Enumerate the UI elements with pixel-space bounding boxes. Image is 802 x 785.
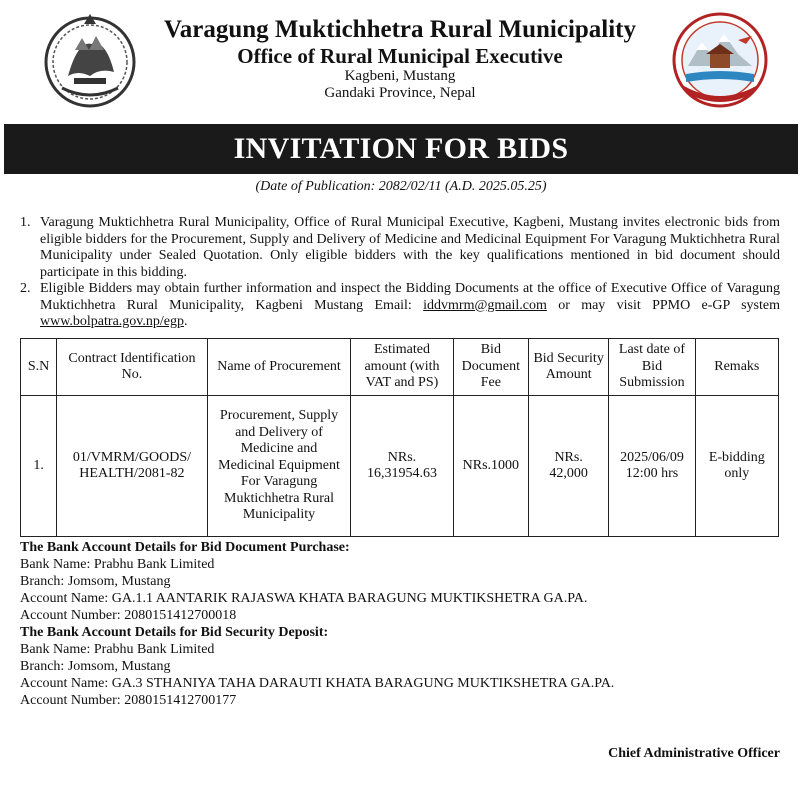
bank-security-bank-name: Bank Name: Prabhu Bank Limited [20,642,215,657]
contract-id-line: 01/VMRM/GOODS/ [72,449,192,465]
banner-title: INVITATION FOR BIDS [233,132,569,165]
clause-2 [20,281,780,331]
bank-document-account-name: Account Name: GA.1.1 AANTARIK RAJASWA KHATA BARAGUNG MUKTIKSHETRA GA.PA. [20,591,588,606]
clause-number: 1. [20,215,31,230]
header-contract-id: Contract Identification No. [57,339,208,396]
security-line: 42,000 [549,466,588,481]
bank-security-account-name: Account Name: GA.3 STHANIYA TAHA DARAUTI KHATA BARAGUNG MUKTIKSHETRA GA.PA. [20,676,615,691]
date-line: 2025/06/09 [620,449,684,465]
municipality-name: Varagung Muktichhetra Rural Municipality [163,16,637,43]
amount-line: NRs. [387,449,417,465]
signature-title: Chief Administrative Officer [608,746,780,761]
cell-last-date [609,396,695,537]
bank-document-branch: Branch: Jomsom, Mustang [20,574,171,589]
header-sn: S.N [21,339,57,396]
bank-security-branch: Branch: Jomsom, Mustang [20,659,171,674]
clause-text-part: Eligible Bidders may obtain further information and inspect the Bidding Documents at the office of Executive Office of Varagung Muktichhetra Rural Municipality, Kagbeni Mustang Email: [40,281,780,313]
notice-clauses [20,215,780,331]
notice-header [0,0,802,122]
bid-table [20,338,779,537]
header-estimated-amount: Estimated amount (with VAT and PS) [351,339,453,396]
email-link[interactable]: iddvmrm@gmail.com [423,297,547,313]
cell-estimated-amount [351,396,453,537]
header-bid-security: Bid Security Amount [528,339,608,396]
bank-details [20,539,780,709]
cell-sn: 1. [21,396,57,537]
bank-document-heading: The Bank Account Details for Bid Document Purchase: [20,540,350,555]
cell-bid-security [528,396,608,537]
nepal-government-emblem-icon [40,10,140,110]
security-line: NRs. [554,449,583,465]
cell-contract-id [57,396,208,537]
clause-text-end: . [184,314,188,329]
clause-text [40,281,780,331]
contract-id-line: HEALTH/2081-82 [79,466,185,481]
header-procurement-name: Name of Procurement [207,339,351,396]
header-last-date: Last date of Bid Submission [609,339,695,396]
clause-text: Varagung Muktichhetra Rural Municipality, Office of Rural Municipal Executive, Kagbeni, Mustang invites electronic bids from eligible bidders for the Procurement, Supply and Delivery of Medicine and Medicinal Equipment For Varagung Muktichhetra Rural Municipality under Sealed Quotation. Only eligible bidders with the key qualifications mentioned in bid document should participate in this bidding. [40,215,780,280]
office-name: Office of Rural Municipal Executive [237,44,563,68]
bank-document-account-number: Account Number: 2080151412700018 [20,608,237,623]
clause-1 [20,215,780,281]
location-line-1: Kagbeni, Mustang [344,68,456,84]
bank-security-account-number: Account Number: 2080151412700177 [20,693,237,708]
clause-text-part: or may visit PPMO e-GP system [546,297,780,313]
municipality-logo-icon [666,10,774,110]
time-line: 12:00 hrs [625,466,679,481]
cell-remarks: E-bidding only [695,396,778,537]
header-bid-document-fee: Bid Document Fee [453,339,528,396]
table-row [21,396,779,537]
website-link[interactable]: www.bolpatra.gov.np/egp [40,314,184,329]
publication-date: (Date of Publication: 2082/02/11 (A.D. 2025.05.25) [255,179,547,194]
cell-procurement-name: Procurement, Supply and Delivery of Medicine and Medicinal Equipment For Varagung Muktichhetra Rural Municipality [207,396,351,537]
header-remarks: Remaks [695,339,778,396]
cell-bid-document-fee: NRs.1000 [453,396,528,537]
clause-number: 2. [20,281,31,296]
amount-line: 16,31954.63 [366,466,437,481]
bank-security-heading: The Bank Account Details for Bid Security Deposit: [20,625,329,640]
bank-document-bank-name: Bank Name: Prabhu Bank Limited [20,557,215,572]
notice-banner [4,124,798,174]
location-line-2: Gandaki Province, Nepal [324,85,476,101]
table-header-row [21,339,779,396]
